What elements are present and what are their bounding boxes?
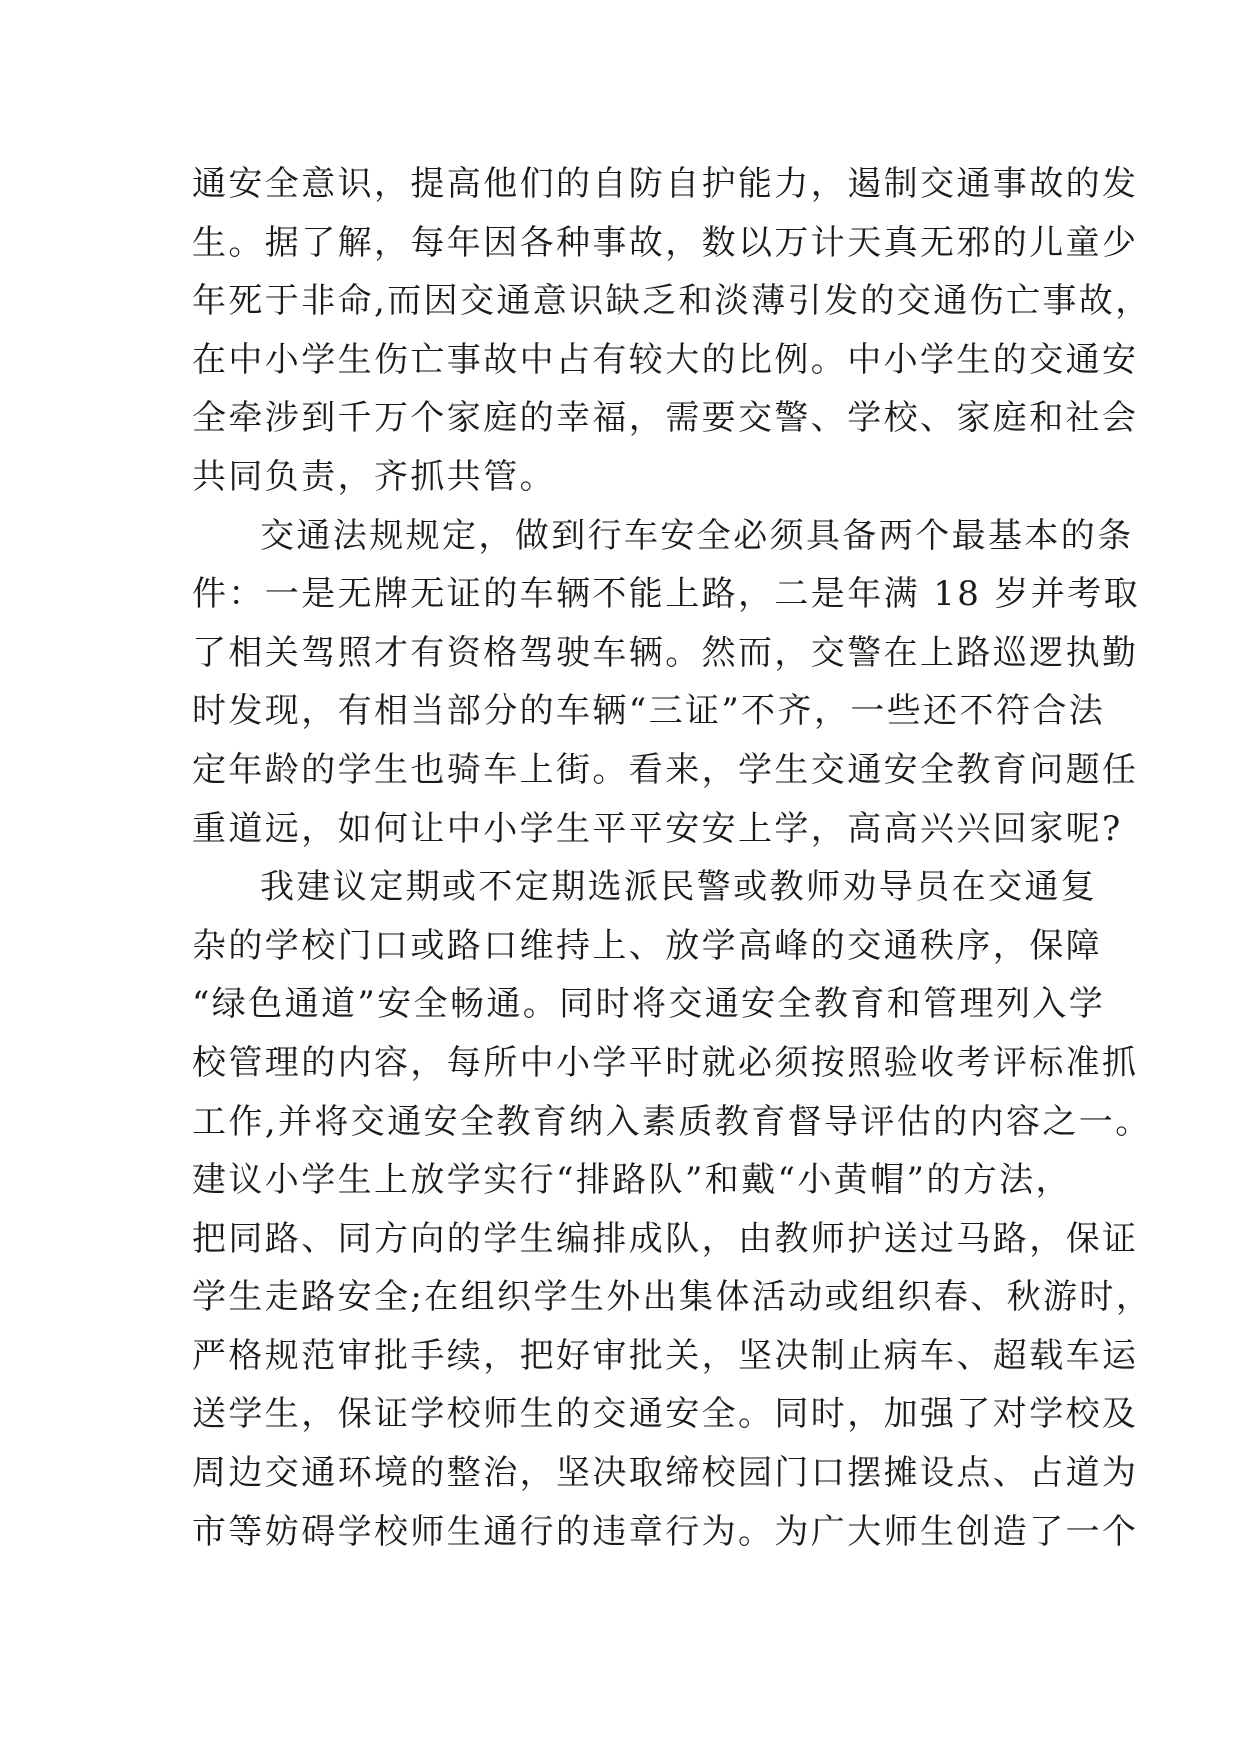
text-line: 严格规范审批手续，把好审批关，坚决制止病车、超载车运	[192, 1335, 1139, 1376]
text-line: 共同负责，齐抓共管。	[192, 456, 556, 497]
text-line: 工作,并将交通安全教育纳入素质教育督导评估的内容之一。	[192, 1101, 1152, 1142]
text-line: 件：一是无牌无证的车辆不能上路，二是年满 18 岁并考取	[192, 574, 1141, 615]
paragraph-3	[192, 858, 1153, 1561]
text-line: 杂的学校门口或路口维持上、放学高峰的交通秩序，保障	[192, 925, 1102, 966]
text-line: 校管理的内容，每所中小学平时就必须按照验收考评标准抓	[192, 1042, 1139, 1083]
text-line: 建议小学生上放学实行“排路队”和戴“小黄帽”的方法，	[192, 1160, 1072, 1201]
text-line: 重道远，如何让中小学生平平安安上学，高高兴兴回家呢?	[192, 808, 1123, 849]
text-line: 全牵涉到千万个家庭的幸福，需要交警、学校、家庭和社会	[192, 398, 1139, 439]
text-line: 时发现，有相当部分的车辆“三证”不齐，一些还不符合法	[192, 691, 1106, 732]
text-line: 在中小学生伤亡事故中占有较大的比例。中小学生的交通安	[192, 339, 1139, 380]
text-line: 了相关驾照才有资格驾驶车辆。然而，交警在上路巡逻执勤	[192, 632, 1139, 673]
text-line: 定年龄的学生也骑车上街。看来，学生交通安全教育问题任	[192, 749, 1139, 790]
text-line: 生。据了解，每年因各种事故，数以万计天真无邪的儿童少	[192, 222, 1139, 263]
text-line: 周边交通环境的整治，坚决取缔校园门口摆摊设点、占道为	[192, 1453, 1139, 1494]
text-line: 年死于非命,而因交通意识缺乏和淡薄引发的交通伤亡事故，	[192, 281, 1152, 322]
text-line: 把同路、同方向的学生编排成队，由教师护送过马路，保证	[192, 1218, 1139, 1259]
paragraph-2	[192, 507, 1141, 859]
text-line: 通安全意识，提高他们的自防自护能力，遏制交通事故的发	[192, 164, 1139, 204]
text-line-first: 交通法规规定，做到行车安全必须具备两个最基本的条	[260, 515, 1134, 556]
text-line: 市等妨碍学校师生通行的违章行为。为广大师生创造了一个	[192, 1511, 1139, 1552]
text-line-first: 我建议定期或不定期选派民警或教师劝导员在交通复	[260, 867, 1098, 908]
paragraph-1	[192, 155, 1152, 507]
text-line: 送学生，保证学校师生的交通安全。同时，加强了对学校及	[192, 1394, 1139, 1435]
text-line: “绿色通道”安全畅通。同时将交通安全教育和管理列入学	[192, 984, 1106, 1025]
document-page	[192, 155, 1153, 1561]
text-line: 学生走路安全;在组织学生外出集体活动或组织春、秋游时，	[192, 1277, 1153, 1318]
